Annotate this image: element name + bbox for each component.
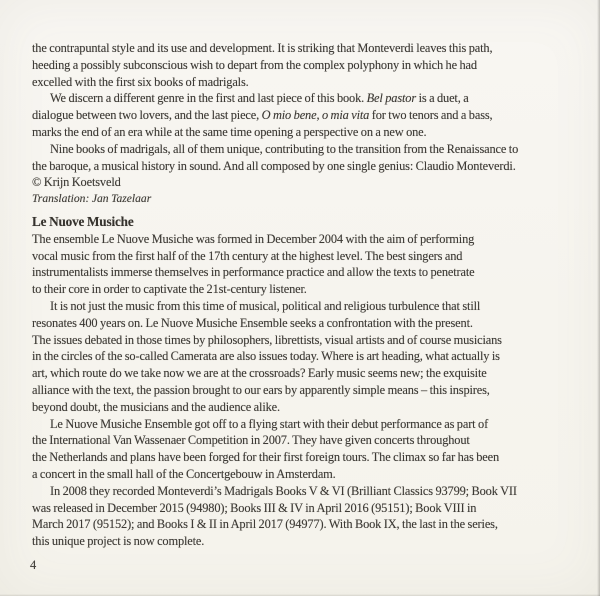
text-segment: marks the end of an era while at the same time opening a perspective on a new one. [32,124,427,139]
text-segment: vocal music from the first half of the 17th century at the highest level. The best singers and [32,248,463,263]
section-heading: Le Nuove Musiche [32,213,134,229]
text-line [32,191,584,208]
author-credit [32,174,584,191]
paragraph-recordings [32,483,584,550]
text-segment: resonates 400 years on. Le Nuove Musiche Ensemble seeks a confrontation with the present. [32,315,473,330]
text-segment: It is not just the music from this time of musical, political and religious turbulence that still [50,298,481,313]
text-line [32,416,584,433]
italic-text-segment: Bel pastor [366,91,417,106]
text-segment: The ensemble Le Nuove Musiche was formed in December 2004 with the aim of performing [32,231,475,246]
italic-text-segment: O mio bene, o mia vita [261,108,370,123]
text-line [32,264,584,281]
text-line [32,365,584,382]
text-line [32,449,584,466]
text-line [32,483,584,500]
text-segment: © Krijn Koetsveld [32,175,121,190]
text-segment: was released in December 2015 (94980); Books III & IV in April 2016 (95151); Book VIII in [32,500,477,515]
text-line [32,231,584,248]
text-segment: heeding a possibly subconscious wish to depart from the complex polyphony in which he had [32,57,477,72]
text-line [32,57,584,74]
text-line [32,90,584,107]
text-segment: In 2008 they recorded Monteverdi’s Madrigals Books V & VI (Brilliant Classics 93799; Book VII [50,483,517,498]
paragraph-nine-books [32,141,584,175]
text-line [32,158,584,175]
text-segment: to their core in order to captivate the 21st-century listener. [32,282,307,297]
text-segment: in the circles of the so-called Camerata are also issues today. Where is art heading, what actually is [32,349,500,364]
text-segment: this unique project is now complete. [32,534,205,549]
text-line [32,281,584,298]
text-segment: dialogue between two lovers, and the last piece, [32,108,262,123]
text-line [32,107,584,124]
text-segment: We discern a different genre in the first and last piece of this book. [50,91,367,106]
text-line [32,174,584,191]
text-line [32,399,584,416]
text-line [32,248,584,265]
italic-text-segment: Translation: Jan Tazelaar [32,192,152,206]
text-segment: March 2017 (95152); and Books I & II in April 2017 (94977). With Book IX, the last in the series, [32,517,498,532]
paragraph-ensemble-intro [32,231,584,298]
text-line [32,298,584,315]
text-line [32,141,584,158]
text-segment: The issues debated in those times by philosophers, librettists, visual artists and of course musicians [32,332,502,347]
paragraph-different-genre [32,90,584,140]
text-line [32,533,584,550]
text-segment: beyond doubt, the musicians and the audience alike. [32,399,280,414]
text-line [32,516,584,533]
text-segment: the International Van Wassenaer Competition in 2007. They have given concerts throughout [32,433,470,448]
text-segment: the baroque, a musical history in sound. And all composed by one single genius: Claudio Monteverdi. [32,158,516,173]
text-line [32,382,584,399]
text-line [32,466,584,483]
text-segment: art, which route do we take now we are at the crossroads? Early music seems new; the exquisite [32,366,487,381]
text-segment: a concert in the small hall of the Concertgebouw in Amsterdam. [32,466,336,481]
text-segment: instrumentalists immerse themselves in performance practice and allow the texts to penetrate [32,265,475,280]
text-line [32,40,584,57]
text-line [32,74,584,91]
text-segment: Nine books of madrigals, all of them unique, contributing to the transition from the Renaissance to [50,141,519,156]
text-segment: Le Nuove Musiche Ensemble got off to a flying start with their debut performance as part of [50,416,489,431]
text-line [32,315,584,332]
paragraph-confrontation-present [32,298,584,416]
text-segment: is a duet, a [416,91,469,106]
text-segment: the contrapuntal style and its use and development. It is striking that Monteverdi leaves this path, [32,41,493,55]
page-number: 4 [30,558,37,572]
text-segment: for two tenors and a bass, [369,108,493,123]
body-text [32,40,584,550]
text-line [32,432,584,449]
text-segment: excelled with the first six books of madrigals. [32,74,249,89]
paragraph-contrapuntal [32,40,584,90]
text-line [32,124,584,141]
paragraph-debut-concerts [32,416,584,483]
text-line [32,348,584,365]
translation-credit [32,191,584,208]
text-segment: alliance with the text, the passion brought to our ears by apparently simple means – this inspires, [32,382,490,397]
text-segment: the Netherlands and plans have been forged for their first foreign tours. The climax so far has been [32,450,500,465]
text-line [32,332,584,349]
text-line [32,500,584,517]
